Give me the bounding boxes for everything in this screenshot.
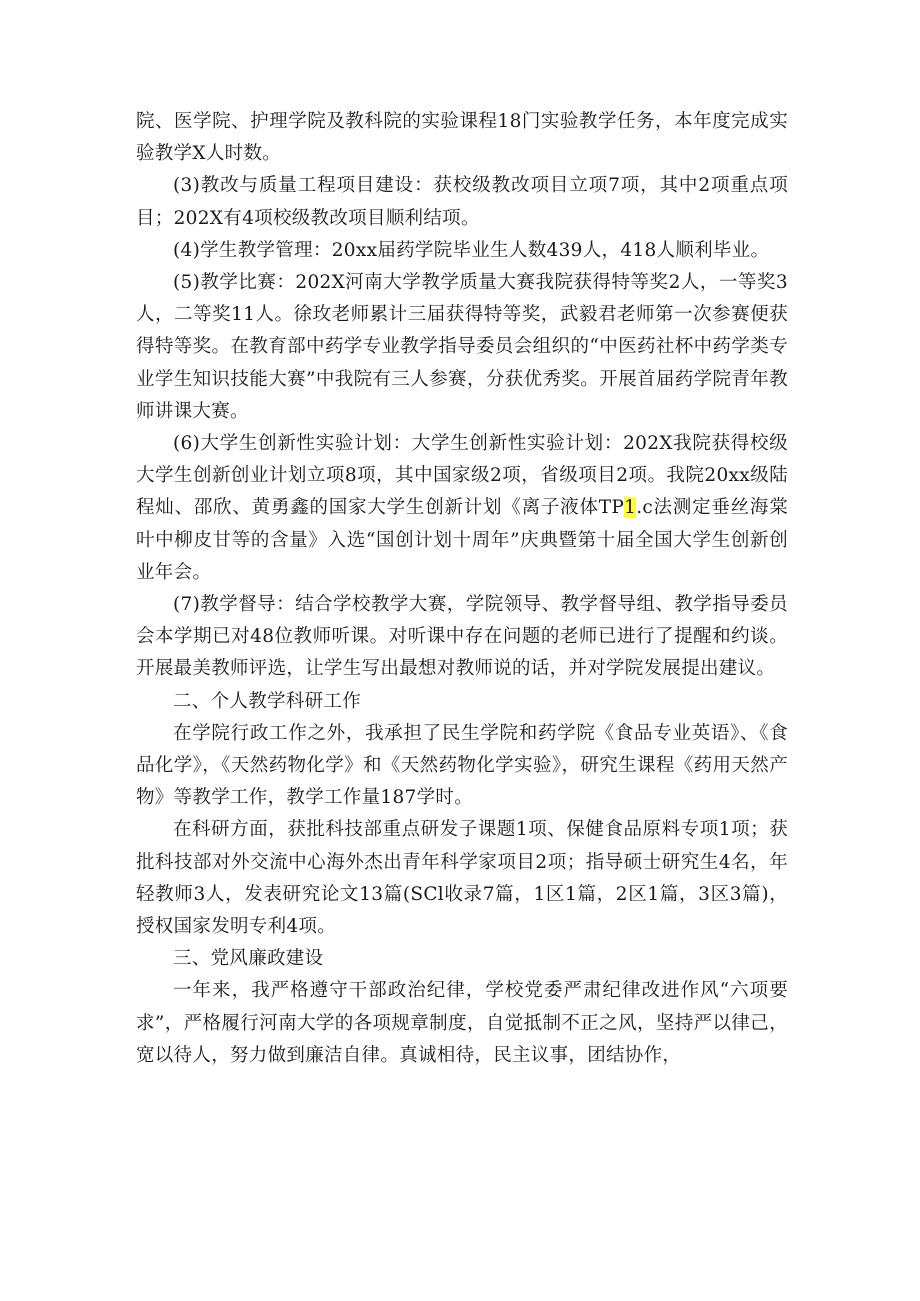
paragraph-lab-courses: 院、医学院、护理学院及教科院的实验课程18门实验教学任务，本年度完成实验教学X人时数。	[136, 111, 788, 165]
innovation-text-after: .c法测定垂丝海棠叶中柳皮甘等的含量》入选“国创计划十周年”庆典暨第十届全国大学生创新创业年会。	[136, 497, 788, 583]
paragraph-innovation-program	[136, 428, 788, 589]
paragraph-teaching-supervision: (7)教学督导：结合学校教学大赛，学院领导、教学督导组、教学指导委员会本学期已对48位教师听课。对听课中存在问题的老师已进行了提醒和约谈。开展最美教师评选，让学生写出最想对教师说的话，并对学院发展提出建议。	[136, 594, 788, 680]
paragraph-student-management: (4)学生教学管理：20xx届药学院毕业生人数439人，418人顺利毕业。	[173, 239, 770, 261]
paragraph-teaching-reform: (3)教改与质量工程项目建设：获校级教改项目立项7项，其中2项重点项目；202X有4项校级教改项目顺利结项。	[136, 175, 788, 229]
section-heading-integrity: 三、党风廉政建设	[173, 948, 324, 970]
document-body	[136, 106, 788, 1072]
paragraph-courses-taught: 在学院行政工作之外，我承担了民生学院和药学院《食品专业英语》、《食品化学》，《天然药物化学》和《天然药物化学实验》，研究生课程《药用天然产物》等教学工作，教学工作量187学时。	[136, 722, 788, 809]
paragraph-discipline: 一年来，我严格遵守干部政治纪律，学校党委严肃纪律改进作风“六项要求”，严格履行河南大学的各项规章制度，自觉抵制不正之风，坚持严以律己，宽以待人，努力做到廉洁自律。真诚相待，民主议事，团结协作，	[136, 980, 788, 1066]
innovation-text-before: (6)大学生创新性实验计划：大学生创新性实验计划：202X我院获得校级大学生创新创业计划立项8项，其中国家级2项，省级项目2项。我院20xx级陆程灿、邵欣、黄勇鑫的国家大学生创新计划《离子液体TP	[136, 433, 788, 519]
paragraph-teaching-competition: (5)教学比赛：202X河南大学教学质量大赛我院获得特等奖2人，一等奖3人，二等奖11人。徐玫老师累计三届获得特等奖，武毅君老师第一次参赛便获得特等奖。在教育部中药学专业教学指导委员会组织的“中医药社杯中药学类专业学生知识技能大赛”中我院有三人参赛，分获优秀奖。开展首届药学院青年教师讲课大赛。	[136, 272, 788, 422]
section-heading-personal-work: 二、个人教学科研工作	[173, 690, 362, 712]
paragraph-research: 在科研方面，获批科技部重点研发子课题1项、保健食品原料专项1项；获批科技部对外交流中心海外杰出青年科学家项目2项；指导硕士研究生4名，年轻教师3人，发表研究论文13篇(SCl收录7篇，1区1篇，2区1篇，3区3篇)，授权国家发明专利4项。	[136, 819, 788, 938]
highlighted-text: 1	[624, 497, 637, 519]
